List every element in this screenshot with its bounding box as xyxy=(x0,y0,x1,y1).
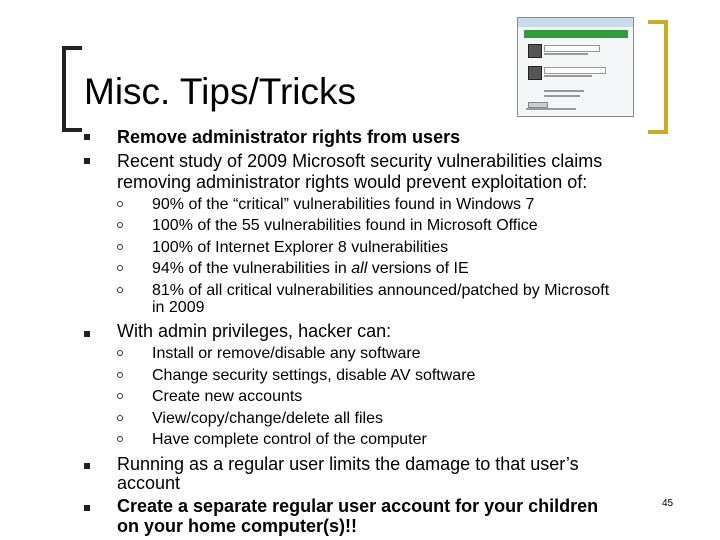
sub-bullet-office: 100% of the 55 vulnerabilities found in Microsoft Office xyxy=(152,217,538,234)
thumbnail-text-line xyxy=(526,108,576,110)
thumbnail-user-avatar xyxy=(528,44,542,58)
slide-title: Misc. Tips/Tricks xyxy=(84,71,357,112)
bullet-children-account-line1: Create a separate regular user account for your children xyxy=(117,496,599,516)
sub-bullet-circle-icon xyxy=(117,244,123,250)
bullet-square-icon xyxy=(84,158,90,164)
thumbnail-username-field xyxy=(544,45,600,52)
sub-bullet-all-ie-pre: 94% of the vulnerabilities in xyxy=(152,260,352,277)
thumbnail-user-avatar xyxy=(528,66,542,80)
sub-bullet-circle-icon xyxy=(117,222,123,228)
thumbnail-text-line xyxy=(544,90,584,92)
bullet-square-icon xyxy=(84,331,90,337)
sub-bullet-circle-icon xyxy=(117,287,123,293)
sub-bullet-control: Have complete control of the computer xyxy=(152,431,427,448)
sub-bullet-critical-2009-line2: in 2009 xyxy=(152,299,205,316)
sub-bullet-new-accounts: Create new accounts xyxy=(152,388,303,405)
sub-bullet-all-ie-post: versions of IE xyxy=(367,260,469,277)
bullet-remove-admin: Remove administrator rights from users xyxy=(117,127,461,147)
sub-bullet-circle-icon xyxy=(117,350,123,356)
sub-bullet-circle-icon xyxy=(117,265,123,271)
sub-bullet-circle-icon xyxy=(117,201,123,207)
user-accounts-screenshot-thumbnail xyxy=(517,17,634,117)
slide-page-number: 45 xyxy=(662,498,674,509)
bullet-children-account-line2: on your home computer(s)!! xyxy=(117,516,358,536)
thumbnail-username-field xyxy=(544,67,606,74)
bullet-square-icon xyxy=(84,134,90,140)
sub-bullet-circle-icon xyxy=(117,372,123,378)
bullet-square-icon xyxy=(84,505,90,511)
sub-bullet-critical-2009-line1: 81% of all critical vulnerabilities announced/patched by Microsoft xyxy=(152,282,610,299)
sub-bullet-security-settings: Change security settings, disable AV software xyxy=(152,367,476,384)
thumbnail-titlebar xyxy=(518,18,633,27)
right-bracket-decoration xyxy=(648,20,668,134)
sub-bullet-circle-icon xyxy=(117,436,123,442)
thumbnail-text-line xyxy=(544,75,592,77)
bullet-regular-user-line2: account xyxy=(117,473,181,493)
sub-bullet-circle-icon xyxy=(117,393,123,399)
left-bracket-decoration xyxy=(62,46,82,132)
sub-bullet-all-ie-emphasis: all xyxy=(351,260,368,277)
bullet-recent-study-line1: Recent study of 2009 Microsoft security vulnerabilities claims xyxy=(117,151,603,171)
sub-bullet-windows7: 90% of the “critical” vulnerabilities found in Windows 7 xyxy=(152,196,535,213)
bullet-regular-user-line1: Running as a regular user limits the damage to that user’s xyxy=(117,454,579,474)
sub-bullet-ie8: 100% of Internet Explorer 8 vulnerabilities xyxy=(152,239,449,256)
sub-bullet-circle-icon xyxy=(117,415,123,421)
thumbnail-banner xyxy=(524,30,628,38)
sub-bullet-files: View/copy/change/delete all files xyxy=(152,410,383,427)
sub-bullet-install-software: Install or remove/disable any software xyxy=(152,345,421,362)
thumbnail-text-line xyxy=(544,53,588,55)
bullet-admin-privileges: With admin privileges, hacker can: xyxy=(117,321,392,341)
bullet-square-icon xyxy=(84,463,90,469)
bullet-recent-study-line2: removing administrator rights would prevent exploitation of: xyxy=(117,172,588,192)
sub-bullet-all-ie xyxy=(152,260,469,277)
thumbnail-text-line xyxy=(544,95,580,97)
